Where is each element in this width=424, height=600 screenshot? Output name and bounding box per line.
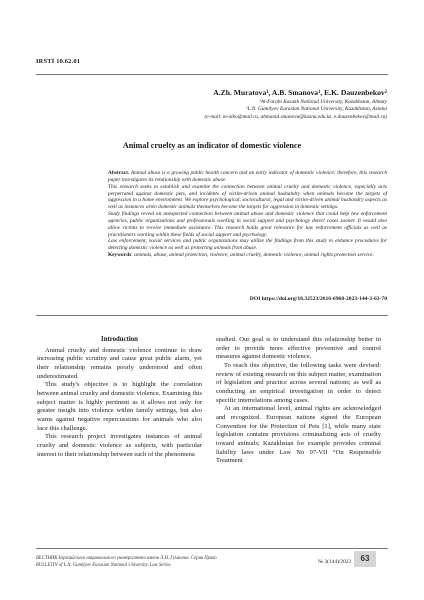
journal-name-ru: ВЕСТНИК Евразийского национального университета имени Л.Н. Гумилева. Серия Право [36, 556, 217, 561]
paper-title: Animal cruelty as an indicator of domestic violence [122, 141, 302, 150]
page-number: 63 [360, 554, 370, 563]
body-column-right [216, 336, 381, 466]
body-paragraph: At an international level, animal rights are acknowledged and recognized. European nations signed the European Convention for the Protection of Pets [1], while many state legislation contains provisions criminalizing acts of cruelty toward animals; Kazakhstan for example provides criminal liability laws under Law No 97-VII “On Responsible Treatment [216, 405, 381, 465]
body-paragraph: studied. Our goal is to understand this relationship better in order to provide more effective preventive and control measures against domestic violence. [216, 336, 381, 361]
abstract-paragraph: Law enforcement, social services and public organizations may utilize the findings from this study to enhance procedures for detecting domestic violence as well as protecting animals from abuse. [108, 238, 387, 252]
body-paragraph: Animal cruelty and domestic violence continue to draw increasing public scrutiny and cause great public alarm, yet their relationship remains poorly understood and often underestimated. [37, 346, 202, 380]
issue-number: № 3(144)/2023 [318, 559, 352, 565]
author-emails: (e-mail: m-aiko@mail.ru, abmanid.smanova@kaznu.edu.kz, e.dauzenbekov@mail.ru) [204, 113, 387, 120]
affiliations [205, 99, 387, 121]
keywords-label: Keywords [108, 252, 132, 259]
irsti-code: IRSTI 10.62.01 [36, 58, 81, 65]
body-column-left [37, 336, 202, 459]
footer-divider [36, 548, 388, 549]
authors: A.Zh. Muratova¹, A.B. Smanova¹, E.K. Dauzenbekov² [213, 88, 387, 97]
abstract [108, 170, 387, 259]
header-divider [36, 74, 388, 75]
keywords: Keywords: animals, abuse, animal protection, violence, animal cruelty, domestic violence, animal rights protection service. [108, 252, 374, 259]
affiliation-1: ¹Al-Farabi Kazakh National University, Kazakhstan, Almaty [259, 99, 387, 105]
journal-name [36, 556, 217, 570]
abstract-paragraph: Study findings reveal an unexpected connection between animal abuse and domestic violence that could help law enforcement agencies, public organizations and professionals working in social support and psychology detect cases sooner. It would also allow victims to receive immediate assistance. This research holds great relevance for law enforcement officials as well as practitioners working within these fields of social support and psychology. [108, 211, 387, 238]
affiliation-2: ²L.N. Gumilyov Eurasian National University, Kazakhstan, Astana [246, 106, 387, 113]
abstract-divider [36, 315, 388, 316]
abstract-label: Abstract. [108, 170, 130, 176]
body-paragraph: This study's objective is to highlight the correlation between animal cruelty and domestic violence. Examining this subject matter is highly pertinent as it allows not only for greater insight into violence within family settings, but also warns against negative repercussions for animals who also face this challenge. [37, 381, 202, 432]
section-heading-introduction: Introduction [101, 336, 138, 343]
page-number-box [354, 551, 376, 567]
body-paragraph: This research project investigates instances of animal cruelty and domestic violence as subjects, with particular interest to their relationship between each of the phenomena [37, 433, 202, 458]
journal-name-en: BULLETIN of L.N. Gumilyov Eurasian National University. Law Series [36, 562, 171, 568]
doi-link[interactable]: DOI https://doi.org/10.32523/2616-6968-2023-144-3-63-70 [249, 296, 387, 302]
abstract-paragraph: This research seeks to establish and examine the connection between animal cruelty and domestic violence, especially acts perpetrated against domestic pets, and incidents of victim-driven animal husbandry when animals become the targets of aggression in a home environment. We explore psychological, sociocultural, legal and victim-driven animal husbandry aspects as well as instances when domestic animals themselves become the targets for aggression in domestic settings. [108, 183, 387, 211]
body-paragraph: To reach this objective, the following tasks were devised: review of existing research on this subject matter, examination of legislation and practice across several nations; as well as conducting an empirical investigation in order to detect specific interrelations among cases. [216, 361, 381, 404]
abstract-paragraph: Abstract. Animal abuse is a growing public health concern and an early indicator of domestic violence; therefore, this research paper investigates its relationship with domestic abuse. [108, 170, 387, 183]
